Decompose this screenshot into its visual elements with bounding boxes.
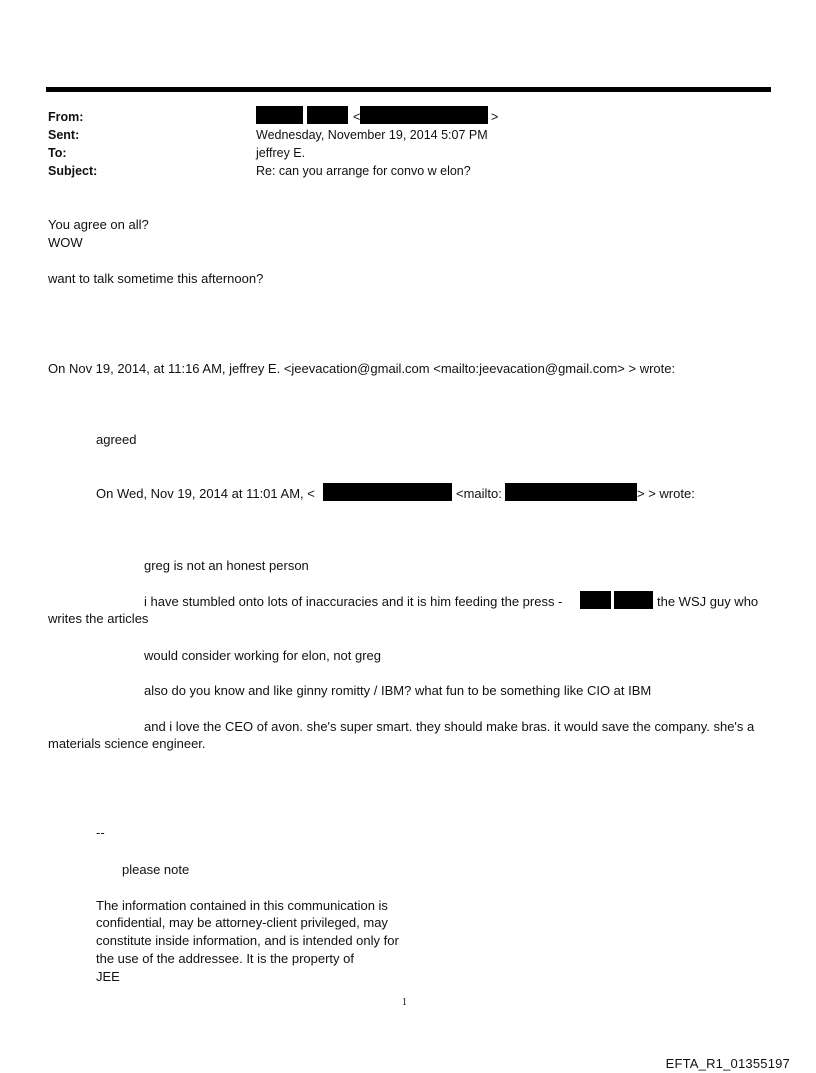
to-label: To: — [48, 146, 67, 160]
redaction — [323, 483, 452, 501]
quoted-paragraph: also do you know and like ginny romitty / IBM? what fun to be something like CIO at IBM — [144, 683, 652, 698]
quoted-paragraph: and i love the CEO of avon. she's super smart. they should make bras. it would save the company. she's a — [144, 719, 755, 734]
disclaimer-line: the use of the addressee. It is the property of — [96, 951, 354, 966]
body-line: want to talk sometime this afternoon? — [48, 271, 264, 286]
body-line: WOW — [48, 235, 83, 250]
quoted-paragraph: writes the articles — [48, 611, 149, 626]
sent-label: Sent: — [48, 128, 80, 142]
from-label: From: — [48, 110, 84, 124]
body-line: You agree on all? — [48, 217, 149, 232]
bates-number: EFTA_R1_01355197 — [665, 1056, 790, 1071]
from-open-bracket: < — [353, 110, 361, 124]
quoted-paragraph: the WSJ guy who — [657, 594, 759, 609]
quoted-paragraph: materials science engineer. — [48, 736, 206, 751]
quoted-paragraph: would consider working for elon, not greg — [144, 648, 382, 663]
quote-header-suffix: > > wrote: — [637, 486, 695, 501]
quoted-paragraph: greg is not an honest person — [144, 558, 309, 573]
to-value: jeffrey E. — [256, 146, 306, 160]
disclaimer-line: JEE — [96, 969, 120, 984]
disclaimer-line: The information contained in this communication is — [96, 898, 388, 913]
subject-value: Re: can you arrange for convo w elon? — [256, 164, 471, 178]
redaction — [614, 591, 653, 609]
redaction — [580, 591, 611, 609]
from-close-bracket: > — [491, 110, 499, 124]
redaction — [505, 483, 637, 501]
redaction — [256, 106, 303, 124]
header-rule — [46, 87, 771, 92]
sent-value: Wednesday, November 19, 2014 5:07 PM — [256, 128, 488, 142]
quoted-reply: agreed — [96, 432, 137, 447]
page-number: 1 — [402, 997, 407, 1008]
redaction — [307, 106, 348, 124]
quote-header-mailto: <mailto: — [456, 486, 502, 501]
disclaimer-line: confidential, may be attorney-client privileged, may — [96, 915, 388, 930]
disclaimer-line: constitute inside information, and is intended only for — [96, 933, 399, 948]
subject-label: Subject: — [48, 164, 98, 178]
signature-dashes: -- — [96, 825, 105, 840]
quote-header-prefix: On Wed, Nov 19, 2014 at 11:01 AM, < — [96, 486, 315, 501]
quote-header: On Nov 19, 2014, at 11:16 AM, jeffrey E. <jeevacation@gmail.com <mailto:jeevacation@gmail.com> > wrote: — [48, 361, 676, 376]
signature-note: please note — [122, 862, 190, 877]
redaction — [360, 106, 488, 124]
quoted-paragraph: i have stumbled onto lots of inaccuracies and it is him feeding the press - — [144, 594, 563, 609]
